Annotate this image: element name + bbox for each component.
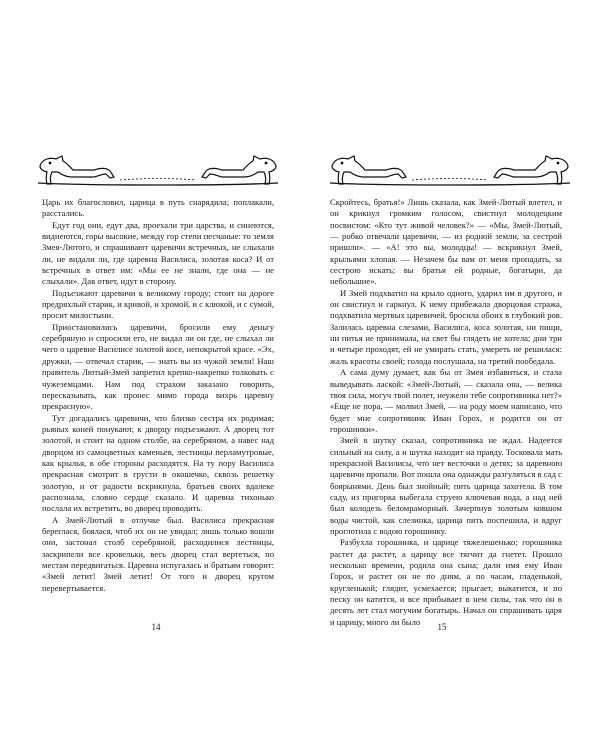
paragraph: Царь их благословил, царица в путь снарядила; поплакали, расстались. [42,197,274,219]
right-page [300,0,600,750]
paragraph: Подъезжают царевичи к великому городу; стоит на дороге предряхлый старик, и кривой, и хромой, и с клюкой, и с сумой, просит милостыни. [42,287,274,321]
paragraph: А Змей-Лютый в отлучке был. Василиса прекрасная береглася, боялася, чтоб их он не увидал; лишь только вошли они, застонал столб серебряной, расходилися лестницы, заскрипели все кровельки, весь дворец стал вертеться, по местам передвигаться. Царевна испугалась и братьям говорит: «Змей летит! Змей летит! От того и дворец кругом перевертывается. [42,514,274,593]
headpiece-ornament [328,150,572,190]
left-page-text [42,197,274,594]
paragraph: Разбухла горошинка, и царице тяжелешенько; горошинка растет да растет, а царицу все тягчит да гнетет. Прошло несколько времени, родила она сына; дали имя ему Иван Горох, и растет он не по дням, а по часам, гладенькой, кругленькой; глядит, усмехается; прыгает, выкатится, и по песку он катится, и все прибывает в нем силы, так что он в десять лет стал могучим богатырь. Начал он спрашивать царя и царицу, много ли было [330,537,562,627]
paragraph: Скройтесь, братья!» Лишь сказала, как Змей-Лютый влетел, и он крикнул громким голосом, свистнул молодецким посвистом: «Кто тут живой человек?» — «Мы, Змей-Лютый, — робко отвечали царевичи, — из родной земли, за сестрой пришли». — «А! это вы, молодцы! — вскрикнул Змей, крыльями хлопая. — Незачем бы вам от меня пропадать, за сестрою искать; вы братья ей родные, богатыри, да небольшие». [330,197,562,287]
right-page-text [330,197,562,628]
paragraph: И Змей подхватил на крыло одного, ударил им в другого, и он свистнул и гаркнул. К нему прибежала дворцовая стража, подхватила мертвых царевичей, бросила обоих в глубокий ров. Залилась царевна слезами, Василиса, коса золотая, ни пищи, ни питья не принимала, на свет бы глядеть не хотела; дни три и четыре проходят, ей не умирать стать, умереть не решилася: жаль красоты своей; голода послушала, на третий пообедала. [330,287,562,366]
paragraph: Тут догадались царевичи, что близко сестра их родимая; рьяных коней понукают, к дворцу подъезжают. А дворец тот золотой, и стоит на одном столбе, на серебряном, а навес над дворцом из самоцветных каменьев, лестницы перламутровые, как крылья, в обе стороны расходятся. На ту пору Василиса прекрасная смотрит в грусти в окошечко, сквозь решетку золотую, и от радости вскрикнула, братьев своих вдалеке распознала, словно сердце сказало. И царевна тихонько послала их встретить, во дворец проводить. [42,412,274,514]
page-number: 15 [437,622,447,632]
paragraph: Едут год они, едут два, проехали три царства, и синеются, виднеются, горы высокие, между гор степи песчаные: то земля Змея-Лютого, и спрашивают царевичи встречных, не слыхали ли, не видали ли, где царевна Василиса, золотая коса? И от встречных в ответ им: «Мы ее не знали, где она — не слыхали». Дав ответ, идут в сторону. [42,219,274,287]
headpiece-ornament [36,150,280,190]
paragraph: Приостановились царевичи, бросили ему деньгу серебряную и спросили его, не видал ли он где, не слыхал ли чего о царевне Василисе золотой косе, непокрытой красе. «Эх, дружки, — отвечал старик, — знать вы из чужой земли! Наш правитель Лютый-Змей запретил крепко-накрепко толковать с чужеземцами. Нам под страхом заказано говорить, пересказывать, как пронес мимо города вихрь царевну прекрасную». [42,321,274,412]
paragraph: А сама думу думает, как бы от Змея избавиться, и стала выведывать лаской: «Змей-Лютый, — сказала она, — велика твоя сила, могуч твой полет, неужели тебе сопротивника нет?» «Еще не пора, — молвил Змей, — на роду моем написано, что будет мне сопротивник Иван Горох, и родится он от горошинки». [330,367,562,434]
paragraph: Змей в шутку сказал, сопротивника не ждал. Надеется сильный на силу, а и шутка находит на правду. Тосковала мать прекрасной Василисы, что нет весточки о детях; за царевною царевичи пропали. Вот пошла она однажды разгуляться в сад с боярынями. День был знойный; пить царица захотела. В том саду, из пригорка выбегала струею ключевая вода, а над ней был колодезь беломраморный. Зачерпнув золотым ковшом воды чистой, как слезинка, царица пить поспешила, и вдруг проглотила с водою горошинку. [330,435,562,536]
page-number: 14 [151,622,161,632]
